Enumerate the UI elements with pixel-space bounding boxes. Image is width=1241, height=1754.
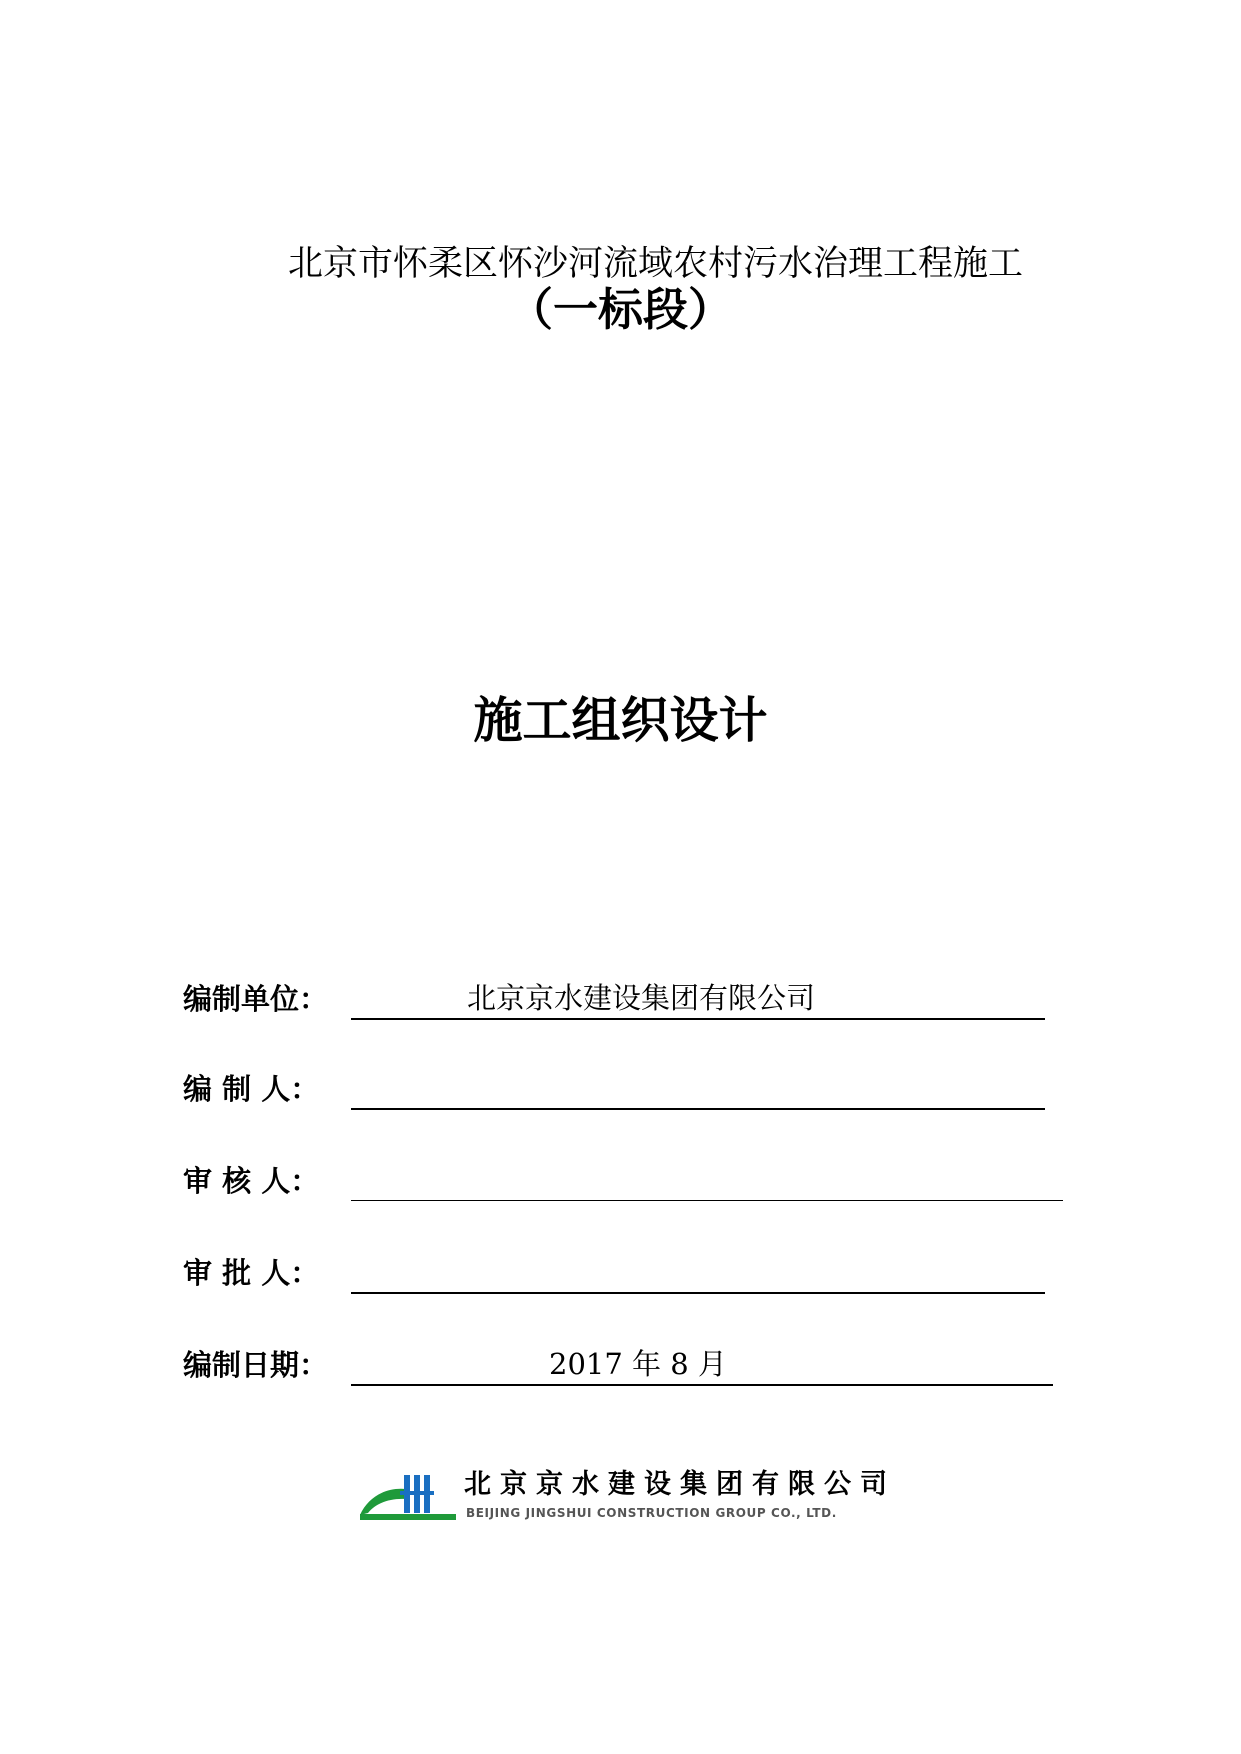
field-row-date bbox=[183, 1342, 1063, 1388]
field-label-reviewer: 审 核 人： bbox=[183, 1164, 320, 1198]
document-heading: 施工组织设计 bbox=[473, 691, 768, 749]
field-row-approver bbox=[183, 1250, 1063, 1296]
company-logo-icon bbox=[356, 1465, 458, 1537]
field-label-date: 编制日期： bbox=[183, 1348, 329, 1382]
field-row-reviewer bbox=[183, 1158, 1063, 1204]
field-line-unit bbox=[351, 976, 1045, 1020]
field-row-compiler bbox=[183, 1066, 1063, 1112]
company-logo-name-en: BEIJING JINGSHUI CONSTRUCTION GROUP CO., LTD. bbox=[466, 1506, 837, 1520]
project-title: 北京市怀柔区怀沙河流域农村污水治理工程施工 bbox=[287, 244, 1023, 284]
field-value-date: 2017 年 8 月 bbox=[549, 1347, 727, 1381]
company-logo-name-cn: 北京京水建设集团有限公司 bbox=[464, 1469, 896, 1500]
field-label-unit: 编制单位： bbox=[183, 982, 329, 1016]
field-line-compiler bbox=[351, 1066, 1045, 1110]
project-section: （一标段） bbox=[507, 283, 733, 336]
field-value-unit: 北京京水建设集团有限公司 bbox=[467, 981, 816, 1015]
field-line-approver bbox=[351, 1250, 1045, 1294]
field-line-reviewer bbox=[351, 1158, 1063, 1201]
field-row-unit bbox=[183, 976, 1063, 1022]
field-label-compiler: 编 制 人： bbox=[183, 1072, 320, 1106]
field-label-approver: 审 批 人： bbox=[183, 1256, 320, 1290]
company-logo bbox=[356, 1465, 966, 1537]
field-line-date bbox=[351, 1342, 1053, 1386]
